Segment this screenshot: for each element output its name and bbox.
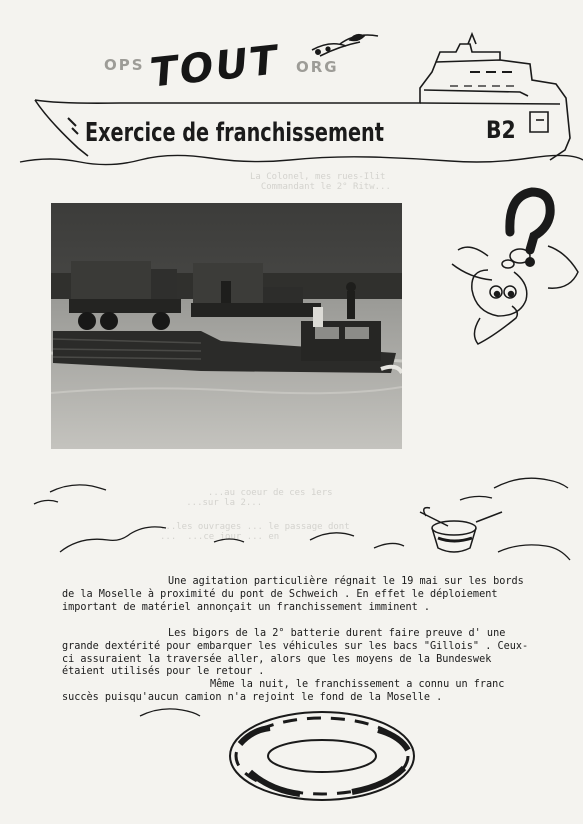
page-title: Exercice de franchissement (85, 118, 384, 148)
article-paragraph-2: Les bigors de la 2° batterie durent faire preuve d' une grande dextérité pour embarquer les véhicules sur les bacs "Gillois" . Ceux-ci assuraient la traversée aller, alors que les moyens de la Bundeswek étaient utilisés pour le retour . (62, 627, 529, 678)
amphibious-ferry-photo (51, 203, 402, 449)
article-body (62, 576, 532, 705)
duck-with-question-mark-icon (452, 192, 578, 344)
masthead-logo: TOUT (148, 36, 281, 98)
bleed-through-text-top: La Colonel, mes rues-Ilit Commandant le 2° Ritw... (250, 172, 391, 192)
article-paragraph-1: Une agitation particulière régnait le 19 mai sur les bords de la Moselle à proximité du pont de Schweich . En effet le déploiement important de matériel annonçait un franchissement imminent . (62, 576, 524, 613)
article-paragraph-3: Même la nuit, le franchissement a connu un franc succès puisqu'aucun camion n'a rejoint le fond de la Moselle . (62, 679, 505, 704)
cooking-pot-icon (420, 508, 502, 552)
bleed-through-text-mid: ...les ouvrages ... le passage dont ... ...ce jour ... en (160, 522, 350, 542)
ghost-masthead-left: OPS (104, 56, 145, 74)
bleed-through-text-lower: ...au coeur de ces 1ers ...sur la 2... (186, 488, 333, 508)
speed-flame-icon (312, 35, 378, 56)
section-code: B2 (486, 116, 516, 144)
lifebuoy-icon (230, 712, 414, 800)
photo-drawing (51, 203, 402, 449)
ghost-masthead-right: ORG (296, 58, 339, 76)
